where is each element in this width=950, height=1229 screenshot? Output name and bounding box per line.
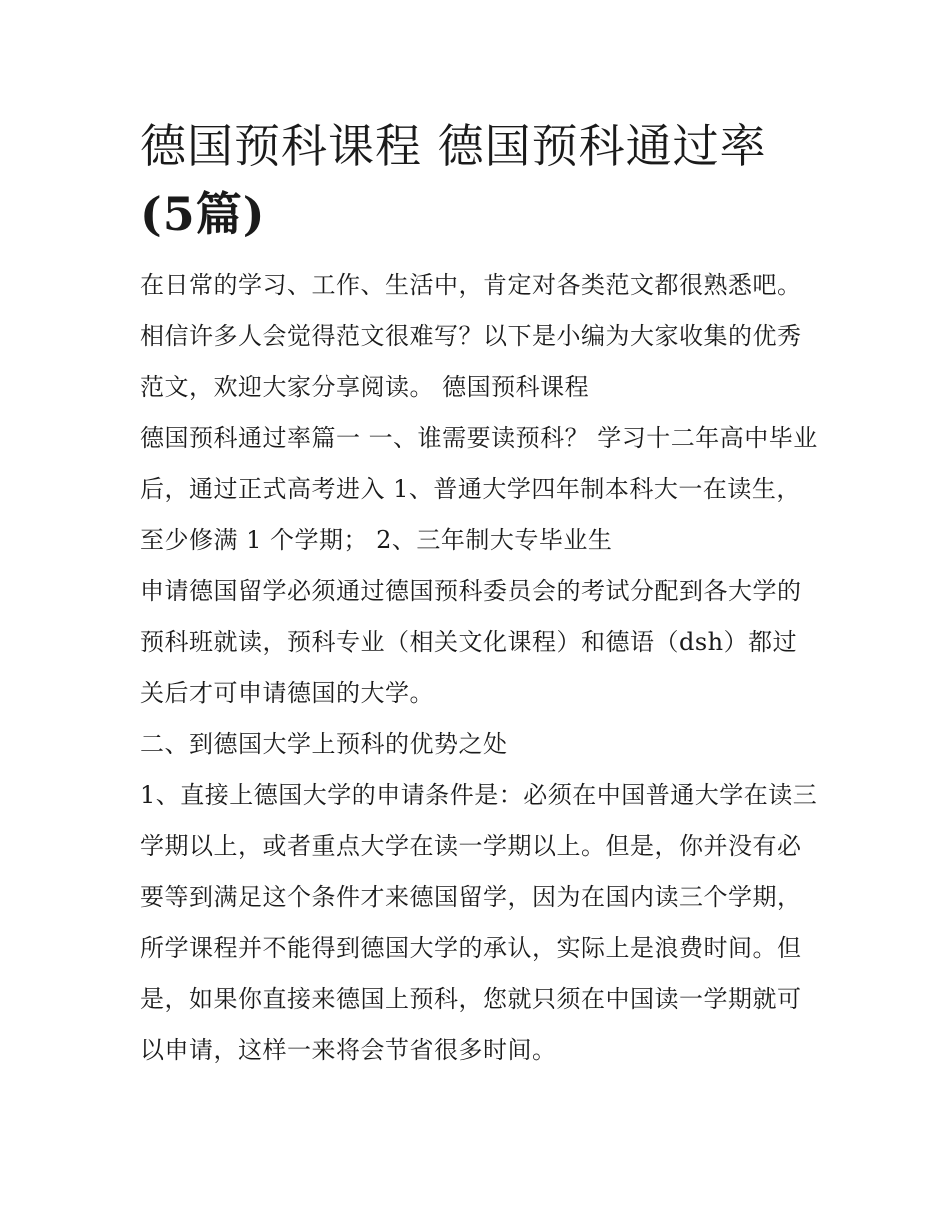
paragraph-application: 申请德国留学必须通过德国预科委员会的考试分配到各大学的预科班就读，预科专业（相关文化课程）和德语（dsh）都过关后才可申请德国的大学。 (140, 577, 802, 707)
section-heading-advantages: 二、到德国大学上预科的优势之处 (140, 730, 508, 758)
paragraph-advantage-1: 1、直接上德国大学的申请条件是：必须在中国普通大学在读三学期以上，或者重点大学在读一学期以上。但是，你并没有必要等到满足这个条件才来德国留学，因为在国内读三个学期，所学课程并不能得到德国大学的承认，实际上是浪费时间。但是，如果你直接来德国上预科，您就只须在中国读一学期就可以申请，这样一来将会节省很多时间。 (140, 781, 818, 1064)
paragraph-intro: 在日常的学习、工作、生活中，肯定对各类范文都很熟悉吧。相信许多人会觉得范文很难写？以下是小编为大家收集的优秀范文，欢迎大家分享阅读。 德国预科课程 (140, 271, 802, 401)
paragraph-who-needs-prep: 德国预科通过率篇一 一、谁需要读预科？ 学习十二年高中毕业后，通过正式高考进入 1、普通大学四年制本科大一在读生，至少修满 1 个学期； 2、三年制大专毕业生 (140, 424, 818, 554)
document-body (140, 112, 820, 1076)
title-main: 德国预科课程 德国预科通过率 (140, 119, 767, 173)
title-count: (5篇) (140, 187, 266, 241)
document-title (140, 112, 820, 248)
